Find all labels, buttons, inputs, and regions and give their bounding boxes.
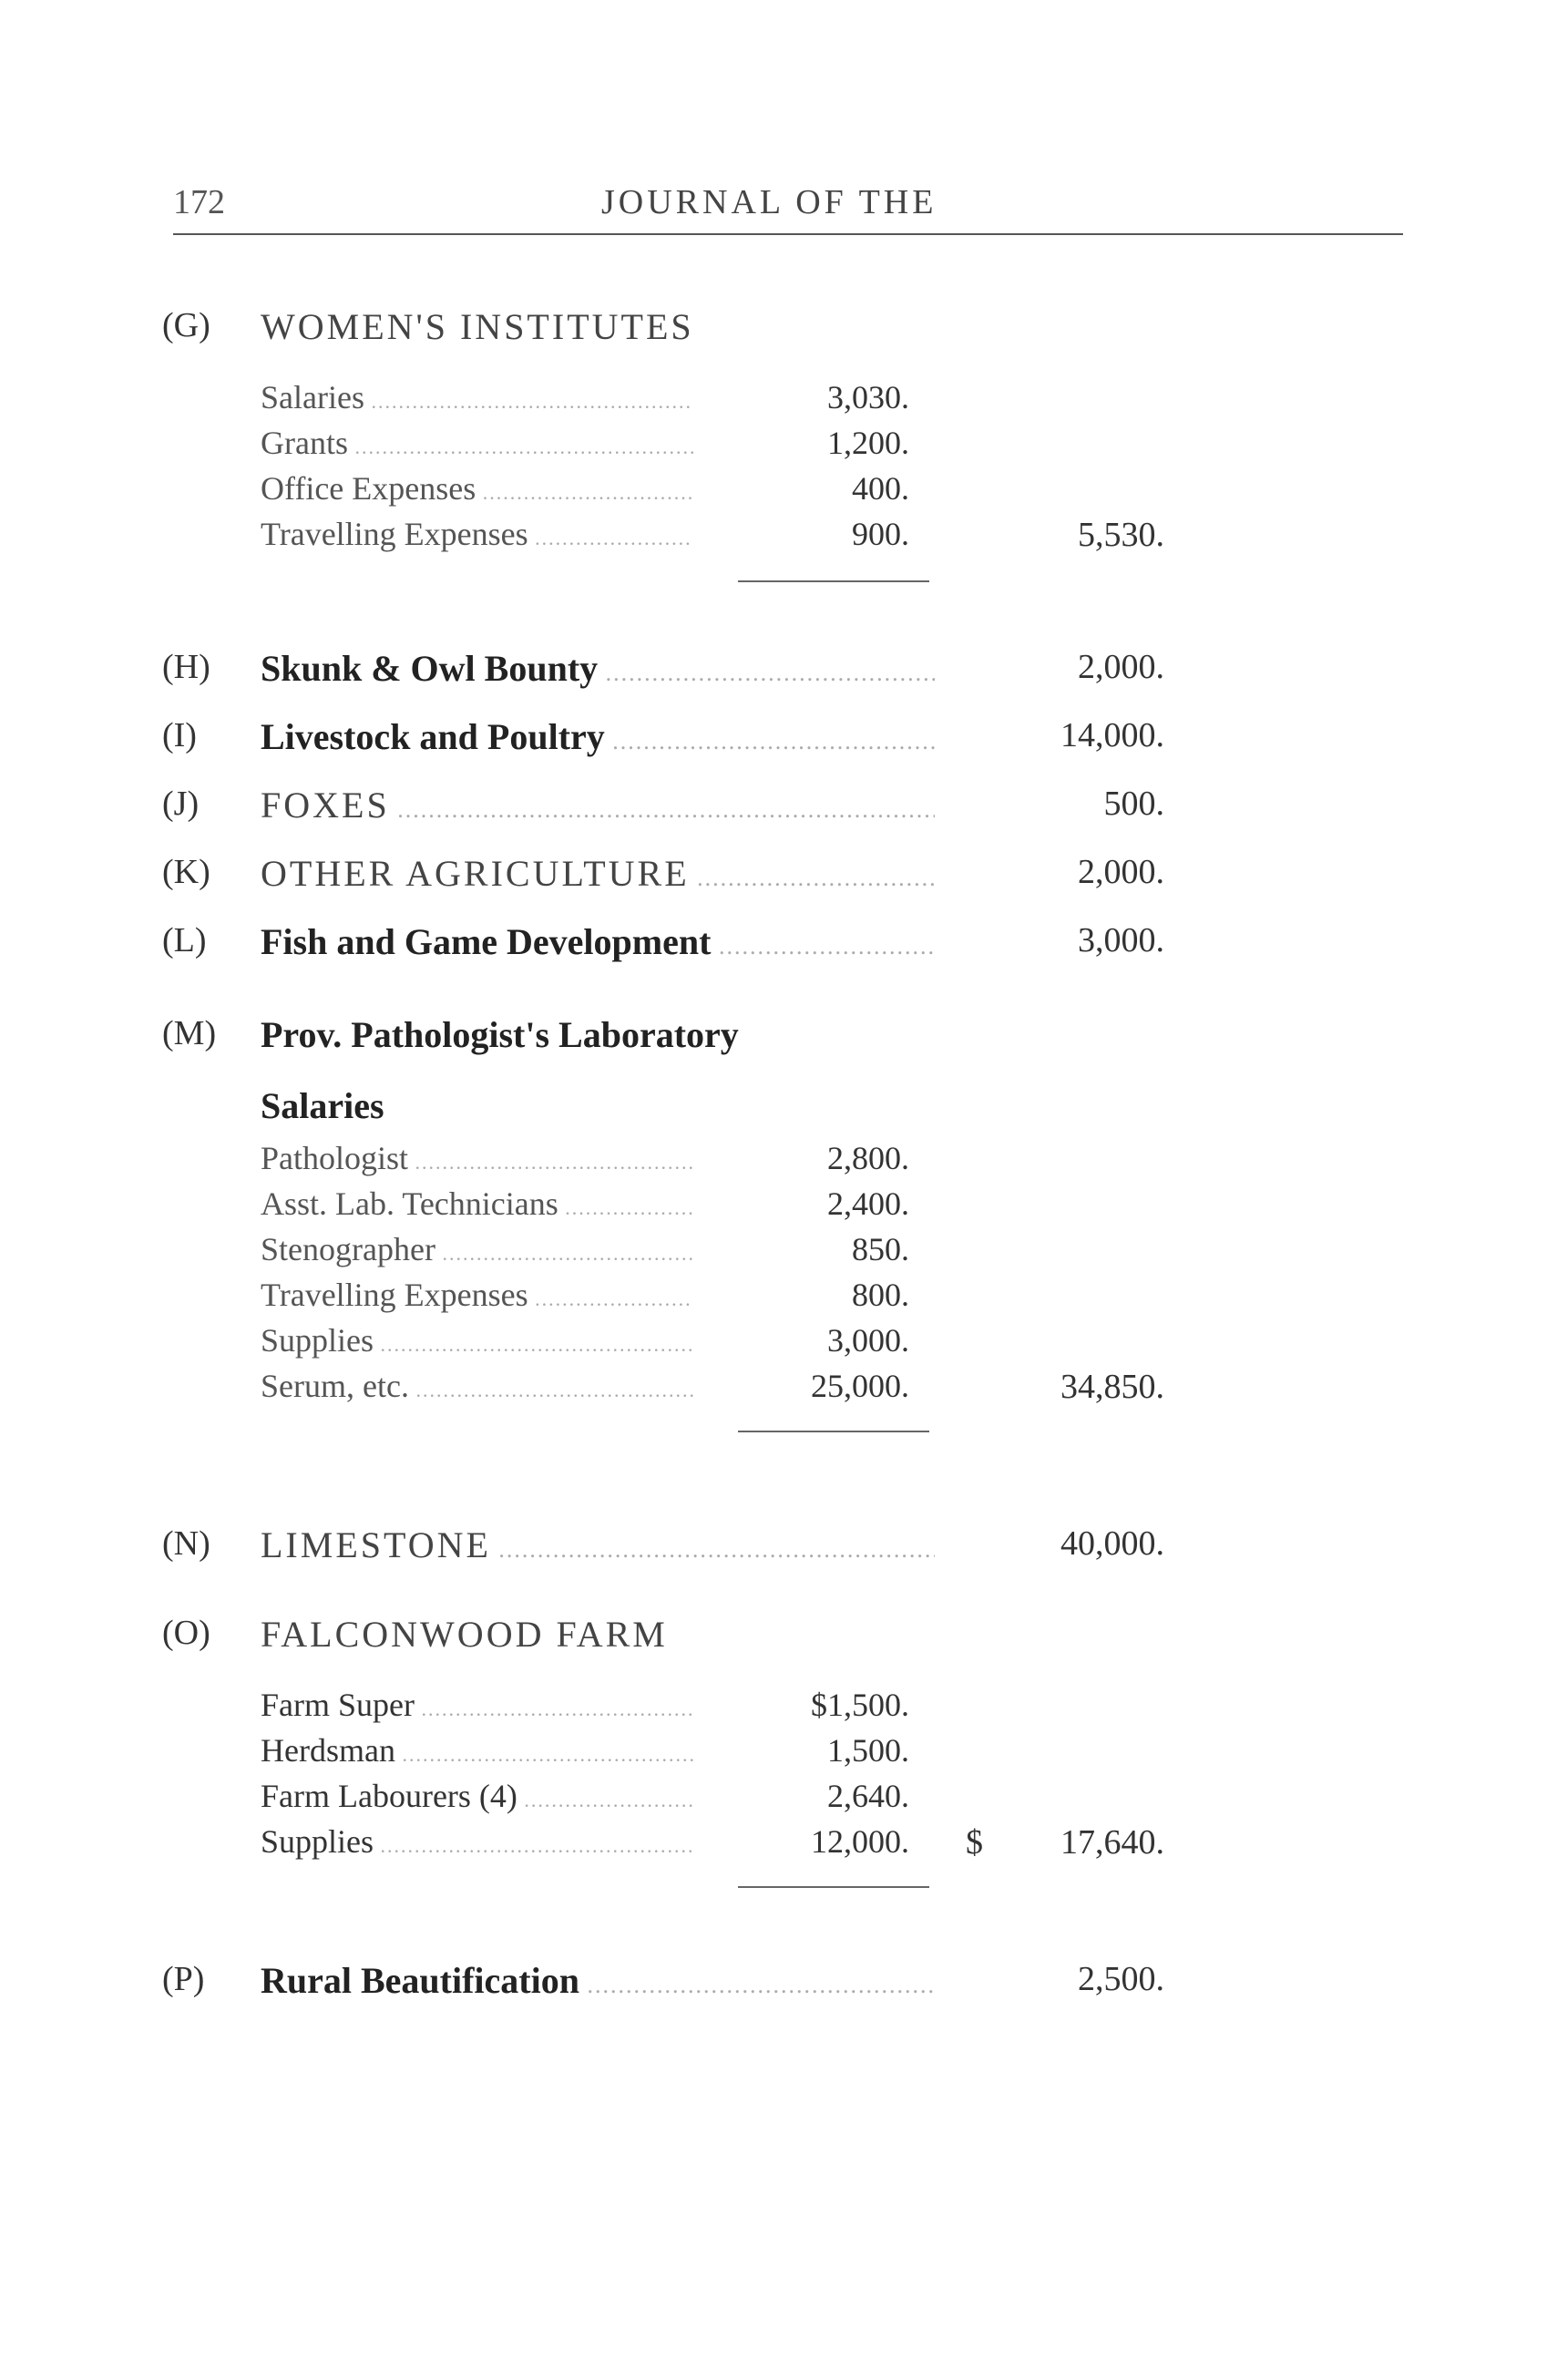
item-amount: 25,000.	[811, 1368, 909, 1404]
section-title: OTHER AGRICULTURE .....	[261, 852, 935, 895]
total-currency-symbol: $	[966, 1823, 983, 1862]
section-title: FALCONWOOD FARM	[261, 1614, 668, 1655]
item-name: Stenographer .....	[261, 1230, 693, 1268]
section-title: Fish and Game Development .....	[261, 920, 935, 963]
item-name: Supplies .....	[261, 1321, 693, 1359]
item-amount: 1,500.	[827, 1732, 909, 1769]
item-amount: 12,000.	[811, 1823, 909, 1860]
section-title: Livestock and Poultry .....	[261, 715, 935, 758]
page-number: 172	[173, 183, 225, 221]
section-total: 40,000.	[1060, 1524, 1164, 1563]
section-total: 2,500.	[1078, 1960, 1164, 1998]
section-label: (K)	[162, 853, 210, 891]
section-label: (O)	[162, 1614, 210, 1652]
item-amount: $1,500.	[811, 1687, 909, 1723]
item-amount: 850.	[852, 1231, 909, 1267]
subtotal-rule	[738, 1431, 929, 1432]
section-label: (P)	[162, 1960, 205, 1998]
header-rule	[173, 233, 1403, 235]
item-amount: 2,640.	[827, 1778, 909, 1814]
item-name: Herdsman .....	[261, 1731, 693, 1770]
item-name: Travelling Expenses .....	[261, 1276, 693, 1314]
section-label: (G)	[162, 306, 210, 344]
item-name: Travelling Expenses .....	[261, 515, 693, 553]
item-name: Farm Super .....	[261, 1686, 693, 1724]
section-label: (L)	[162, 921, 207, 959]
item-amount: 900.	[852, 516, 909, 552]
section-total: 34,850.	[1060, 1368, 1164, 1406]
item-name: Supplies .....	[261, 1822, 693, 1861]
section-total: 2,000.	[1078, 853, 1164, 891]
section-title: FOXES .....	[261, 784, 935, 826]
section-title: Prov. Pathologist's Laboratory	[261, 1014, 739, 1055]
item-name: Serum, etc. .....	[261, 1367, 693, 1405]
subtotal-rule	[738, 580, 929, 582]
running-title: JOURNAL OF THE	[601, 183, 937, 221]
section-label: (H)	[162, 648, 210, 686]
item-name: Office Expenses .....	[261, 469, 693, 508]
section-total: 14,000.	[1060, 716, 1164, 754]
item-name: Salaries .....	[261, 378, 693, 416]
page-header	[173, 182, 1403, 237]
section-label: (I)	[162, 716, 197, 754]
item-amount: 3,030.	[827, 379, 909, 415]
item-amount: 3,000.	[827, 1322, 909, 1359]
section-label: (J)	[162, 785, 200, 823]
item-name: Asst. Lab. Technicians .....	[261, 1185, 693, 1223]
item-amount: 800.	[852, 1277, 909, 1313]
section-total: 2,000.	[1078, 648, 1164, 686]
item-amount: 1,200.	[827, 425, 909, 461]
item-name: Farm Labourers (4) .....	[261, 1777, 693, 1815]
section-total: 17,640.	[1060, 1823, 1164, 1862]
section-label: (M)	[162, 1014, 217, 1052]
section-total: 3,000.	[1078, 921, 1164, 959]
section-title: LIMESTONE .....	[261, 1523, 935, 1566]
section-title: Rural Beautification .....	[261, 1959, 935, 2002]
section-title: Skunk & Owl Bounty .....	[261, 647, 935, 690]
item-amount: 2,400.	[827, 1185, 909, 1222]
subheading: Salaries	[261, 1085, 384, 1126]
section-label: (N)	[162, 1524, 210, 1563]
section-title: WOMEN'S INSTITUTES	[261, 306, 694, 347]
subtotal-rule	[738, 1886, 929, 1888]
item-name: Pathologist .....	[261, 1139, 693, 1177]
item-amount: 2,800.	[827, 1140, 909, 1176]
item-amount: 400.	[852, 470, 909, 507]
section-total: 500.	[1103, 785, 1164, 823]
item-name: Grants .....	[261, 424, 693, 462]
section-total: 5,530.	[1078, 516, 1164, 554]
